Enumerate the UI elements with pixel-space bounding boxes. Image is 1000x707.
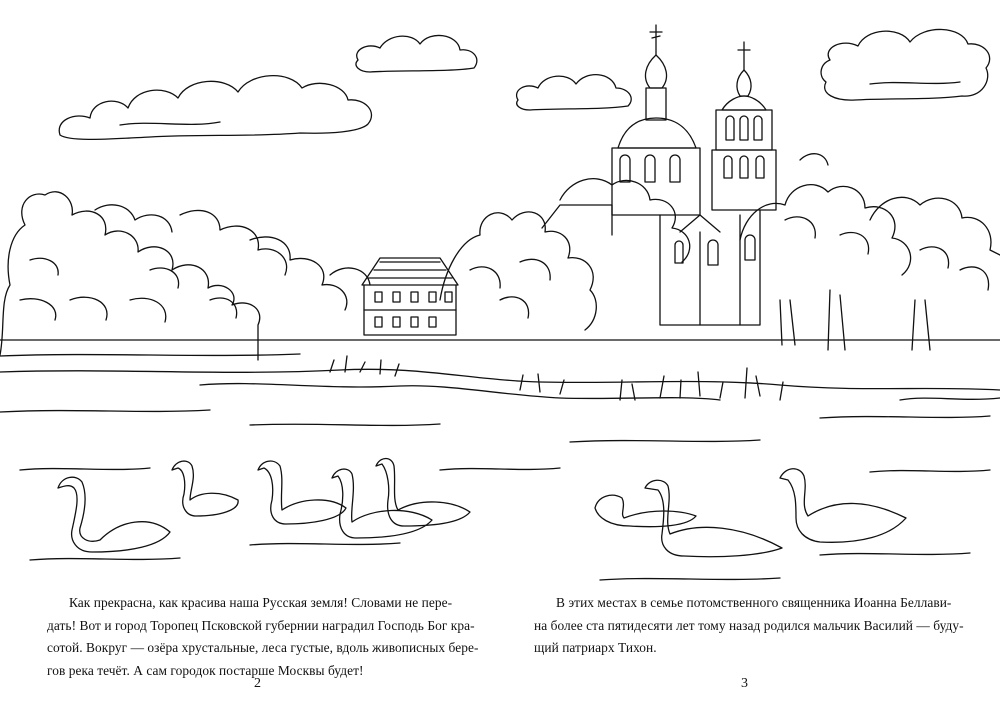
manor-house <box>362 258 458 335</box>
tree-line <box>0 154 1000 360</box>
shoreline <box>0 356 1000 400</box>
right-page-text <box>534 592 964 660</box>
cloud-right <box>821 29 990 100</box>
right-line-2: на более ста пятидесяти лет тому назад родился мальчик Василий — буду- <box>534 617 964 633</box>
left-line-2: дать! Вот и город Торопец Псковской губернии наградил Господь Бог кра- <box>47 617 475 633</box>
swan-group-right <box>595 469 906 557</box>
left-page-text <box>47 592 484 682</box>
cloud-left <box>59 76 371 140</box>
left-line-4: гов река течёт. А сам городок постарше Москвы будет! <box>47 662 364 678</box>
cloud-center <box>517 75 632 110</box>
right-line-1: В этих местах в семье потомственного священника Иоанна Беллави- <box>556 595 952 610</box>
swan-group-left <box>58 459 470 553</box>
water-ripples <box>0 410 990 580</box>
left-line-3: сотой. Вокруг — озёра хрустальные, леса густые, вдоль живописных бере- <box>47 640 479 655</box>
page-number-right: 3 <box>741 676 748 691</box>
page-number-left: 2 <box>254 676 261 691</box>
right-line-3: щий патриарх Тихон. <box>534 640 657 655</box>
church <box>542 25 776 325</box>
cloud-left-small <box>356 35 477 72</box>
left-line-1: Как прекрасна, как красива наша Русская земля! Словами не пере- <box>69 595 453 610</box>
